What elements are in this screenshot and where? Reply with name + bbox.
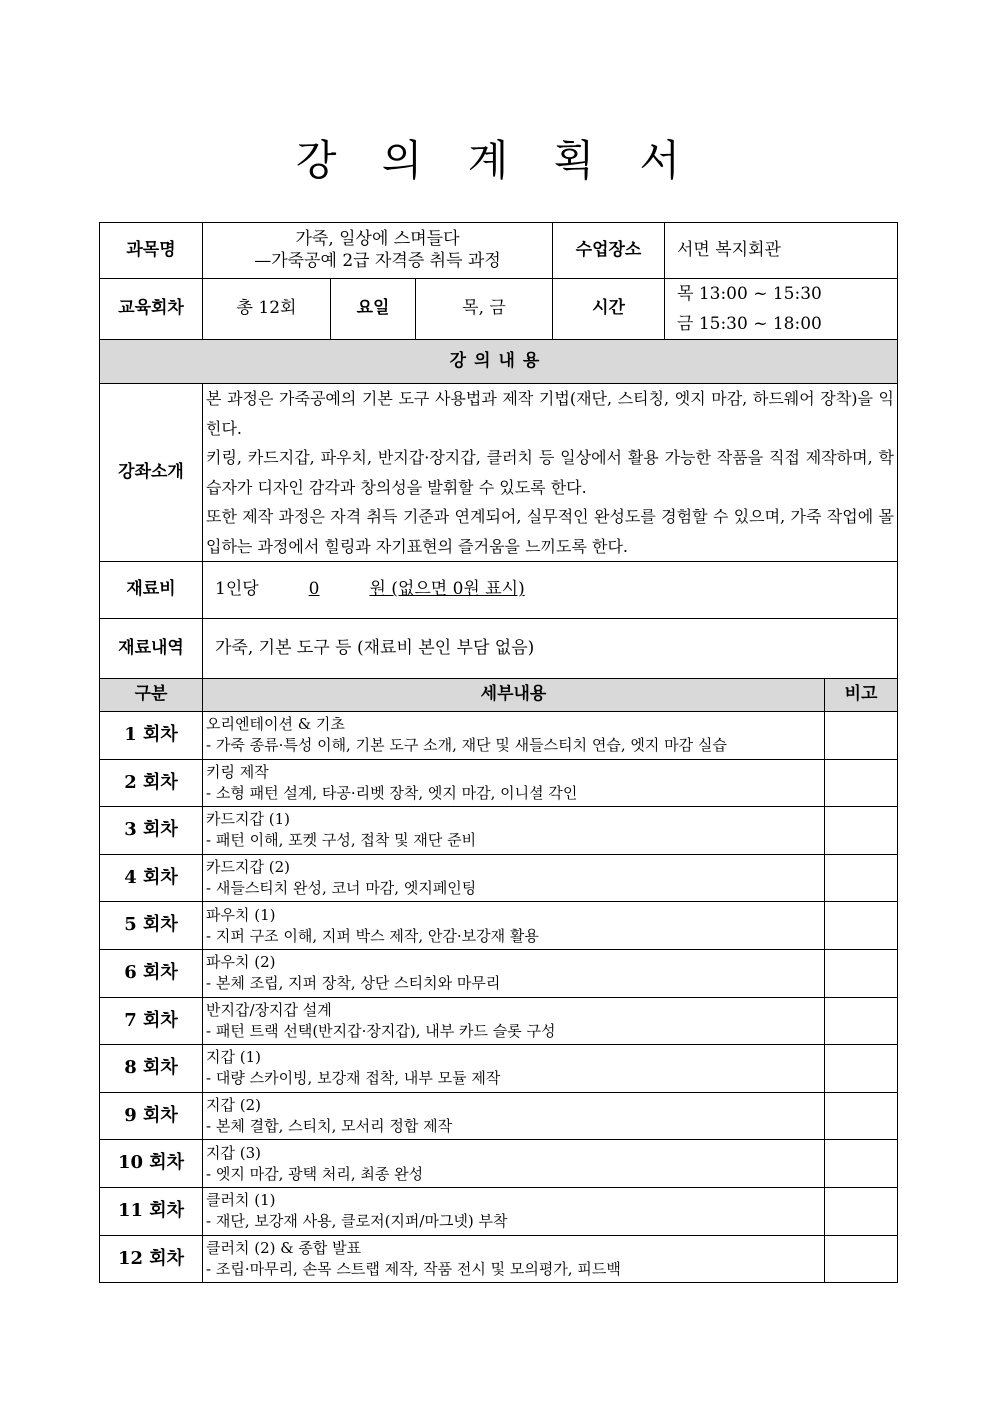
- subject-line2: —가죽공예 2급 자격증 취득 과정: [254, 250, 501, 271]
- table-row: [100, 712, 898, 760]
- intro-label: 강좌소개: [100, 384, 203, 562]
- intro-paragraph-2: 키링, 카드지갑, 파우치, 반지갑·장지갑, 클러치 등 일상에서 활용 가능한 작품을 직접 제작하며, 학습자가 디자인 감각과 창의성을 발휘할 수 있도록 한다.: [206, 448, 894, 497]
- fee-suffix: 원 (없으면 0원 표시): [369, 579, 525, 600]
- session-note: [825, 1140, 898, 1188]
- session-title: 파우치 (1): [206, 905, 276, 924]
- session-description: - 재단, 보강재 사용, 클로저(지퍼/마그넷) 부착: [206, 1212, 508, 1231]
- session-detail: [203, 854, 825, 902]
- session-detail: [203, 997, 825, 1045]
- session-note: [825, 1187, 898, 1235]
- session-title: 지갑 (1): [206, 1048, 261, 1067]
- intro-paragraph-3: 또한 제작 과정은 자격 취득 기준과 연계되어, 실무적인 완성도를 경험할 수 있으며, 가죽 작업에 몰입하는 과정에서 힐링과 자기표현의 즐거움을 느끼도록 한다.: [206, 507, 894, 556]
- col-detail-header: 세부내용: [203, 679, 825, 712]
- session-number: 11 회차: [100, 1187, 203, 1235]
- table-row: [100, 854, 898, 902]
- venue-value: 서면 복지회관: [665, 223, 898, 279]
- session-detail: [203, 1235, 825, 1283]
- time-line2: 금 15:30 ~ 18:00: [677, 314, 822, 334]
- subject-line1: 가죽, 일상에 스며들다: [295, 229, 460, 250]
- col-session-header: 구분: [100, 679, 203, 712]
- fee-label: 재료비: [100, 562, 203, 619]
- session-title: 카드지갑 (1): [206, 810, 290, 829]
- fee-amount: 0: [308, 579, 320, 600]
- table-row: [100, 997, 898, 1045]
- session-note: [825, 1092, 898, 1140]
- session-number: 10 회차: [100, 1140, 203, 1188]
- session-title: 지갑 (3): [206, 1143, 261, 1162]
- intro-text: [203, 384, 898, 562]
- session-detail: [203, 949, 825, 997]
- session-note: [825, 949, 898, 997]
- table-row: [100, 759, 898, 807]
- venue-label: 수업장소: [553, 223, 665, 279]
- intro-paragraph-1: 본 과정은 가죽공예의 기본 도구 사용법과 제작 기법(재단, 스티칭, 엣지 마감, 하드웨어 장착)을 익힌다.: [206, 389, 894, 438]
- session-title: 반지갑/장지갑 설계: [206, 1000, 332, 1019]
- table-row: [100, 1140, 898, 1188]
- session-detail: [203, 1187, 825, 1235]
- fee-value: [203, 562, 898, 619]
- session-title: 지갑 (2): [206, 1096, 261, 1115]
- table-row: [100, 807, 898, 855]
- session-title: 파우치 (2): [206, 953, 276, 972]
- day-value: 목, 금: [416, 279, 553, 340]
- subject-label: 과목명: [100, 223, 203, 279]
- session-note: [825, 759, 898, 807]
- session-detail: [203, 759, 825, 807]
- session-note: [825, 854, 898, 902]
- session-detail: [203, 712, 825, 760]
- session-note: [825, 1045, 898, 1093]
- session-detail: [203, 902, 825, 950]
- session-title: 카드지갑 (2): [206, 858, 290, 877]
- day-label: 요일: [331, 279, 416, 340]
- session-title: 클러치 (1): [206, 1191, 276, 1210]
- session-description: - 가죽 종류·특성 이해, 기본 도구 소개, 재단 및 새들스티치 연습, 엣지 마감 실습: [206, 736, 727, 755]
- time-line1: 목 13:00 ~ 15:30: [677, 284, 822, 304]
- session-description: - 조립·마무리, 손목 스트랩 제작, 작품 전시 및 모의평가, 피드백: [206, 1259, 621, 1278]
- session-number: 12 회차: [100, 1235, 203, 1283]
- materials-label: 재료내역: [100, 619, 203, 679]
- schedule-rows: [100, 712, 898, 1283]
- session-title: 클러치 (2) & 종합 발표: [206, 1238, 362, 1257]
- lecture-plan-table: [99, 222, 898, 1283]
- session-description: - 소형 패턴 설계, 타공·리벳 장착, 엣지 마감, 이니셜 각인: [206, 783, 578, 802]
- session-description: - 새들스티치 완성, 코너 마감, 엣지페인팅: [206, 879, 477, 898]
- session-description: - 패턴 이해, 포켓 구성, 접착 및 재단 준비: [206, 831, 477, 850]
- table-row: [100, 1045, 898, 1093]
- session-number: 2 회차: [100, 759, 203, 807]
- time-value: [665, 279, 898, 340]
- materials-value: 가죽, 기본 도구 등 (재료비 본인 부담 없음): [203, 619, 898, 679]
- sessions-value: 총 12회: [203, 279, 331, 340]
- fee-prefix: 1인당: [215, 579, 259, 600]
- session-description: - 대량 스카이빙, 보강재 접착, 내부 모듈 제작: [206, 1069, 501, 1088]
- session-description: - 패턴 트랙 선택(반지갑·장지갑), 내부 카드 슬롯 구성: [206, 1021, 556, 1040]
- session-description: - 엣지 마감, 광택 처리, 최종 완성: [206, 1164, 424, 1183]
- session-number: 3 회차: [100, 807, 203, 855]
- session-note: [825, 997, 898, 1045]
- session-number: 9 회차: [100, 1092, 203, 1140]
- session-detail: [203, 1140, 825, 1188]
- session-number: 4 회차: [100, 854, 203, 902]
- table-row: [100, 1235, 898, 1283]
- col-note-header: 비고: [825, 679, 898, 712]
- time-label: 시간: [553, 279, 665, 340]
- session-number: 8 회차: [100, 1045, 203, 1093]
- document-title: 강 의 계 획 서: [295, 136, 697, 185]
- section-title: 강의내용: [100, 340, 898, 384]
- session-note: [825, 712, 898, 760]
- session-number: 6 회차: [100, 949, 203, 997]
- table-row: [100, 1187, 898, 1235]
- table-row: [100, 949, 898, 997]
- session-detail: [203, 1092, 825, 1140]
- session-title: 오리엔테이션 & 기초: [206, 715, 345, 734]
- session-number: 5 회차: [100, 902, 203, 950]
- sessions-label: 교육회차: [100, 279, 203, 340]
- session-detail: [203, 807, 825, 855]
- session-title: 키링 제작: [206, 762, 269, 781]
- session-note: [825, 807, 898, 855]
- subject-value: [203, 223, 553, 279]
- table-row: [100, 902, 898, 950]
- session-number: 1 회차: [100, 712, 203, 760]
- session-description: - 본체 조립, 지퍼 장착, 상단 스티치와 마무리: [206, 974, 501, 993]
- table-row: [100, 1092, 898, 1140]
- session-description: - 본체 결합, 스티치, 모서리 정합 제작: [206, 1117, 453, 1136]
- session-note: [825, 902, 898, 950]
- session-description: - 지퍼 구조 이해, 지퍼 박스 제작, 안감·보강재 활용: [206, 926, 539, 945]
- session-note: [825, 1235, 898, 1283]
- session-detail: [203, 1045, 825, 1093]
- session-number: 7 회차: [100, 997, 203, 1045]
